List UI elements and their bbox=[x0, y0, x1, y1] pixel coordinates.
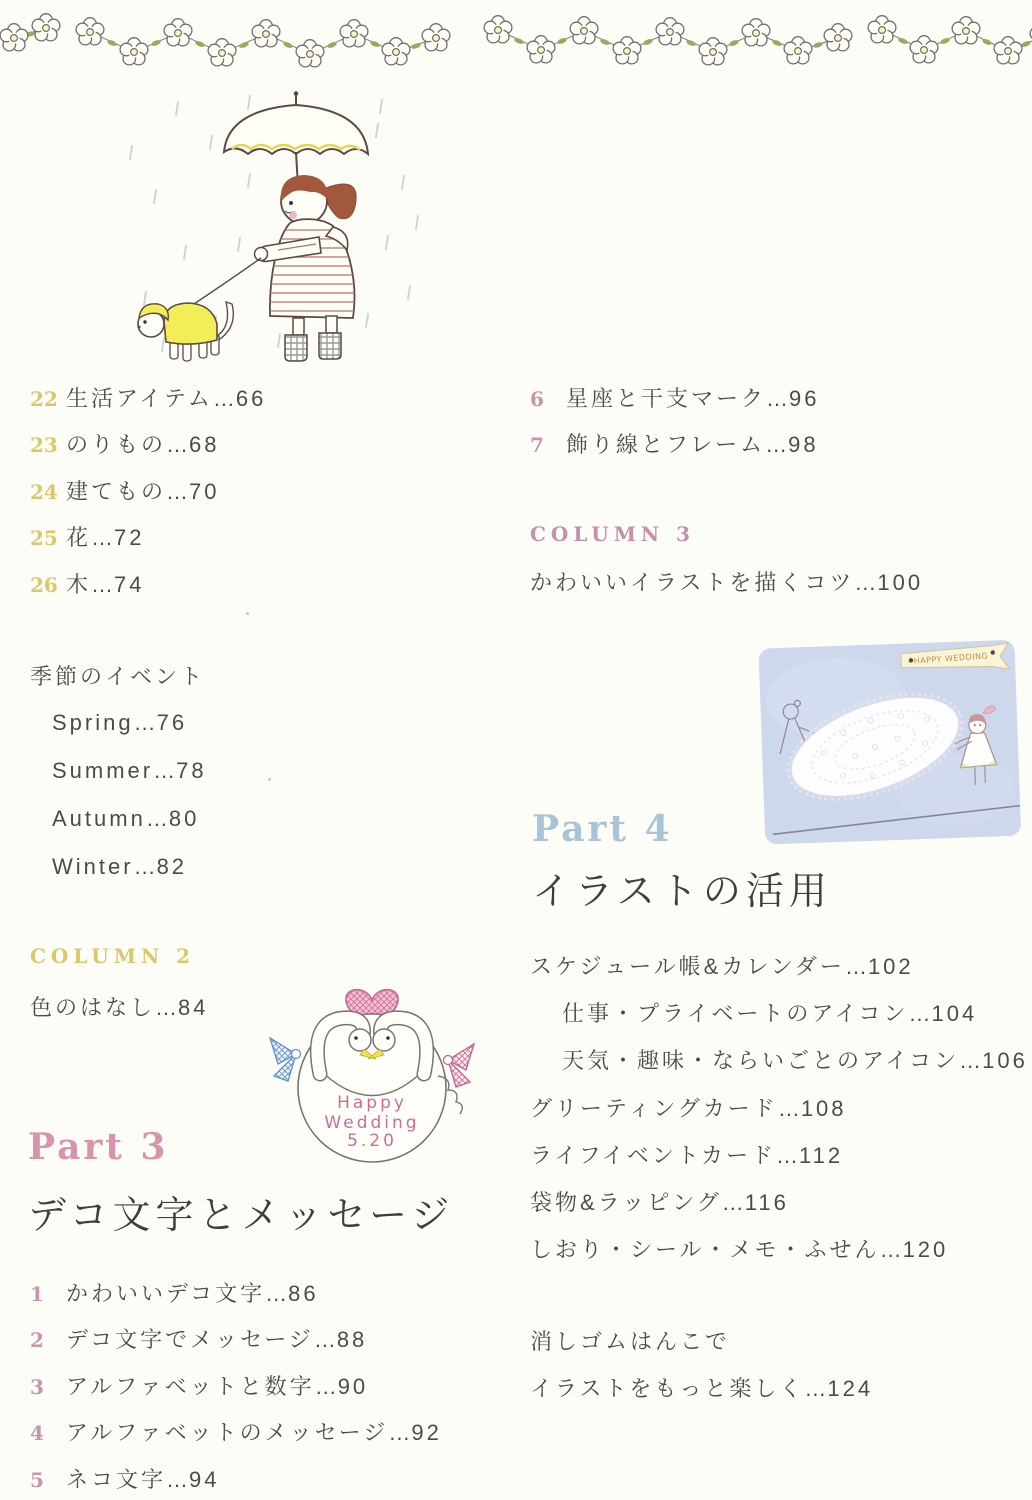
entry-page: 74 bbox=[114, 572, 145, 597]
toc-entry-25 bbox=[30, 521, 145, 552]
entry-label: 花 bbox=[66, 525, 92, 550]
entry-page: 82 bbox=[156, 854, 188, 879]
entry-label: Autumn bbox=[52, 806, 146, 831]
entry-label: のりもの bbox=[66, 432, 167, 457]
entry-label: イラストをもっと楽しく bbox=[530, 1376, 805, 1401]
entry-label: 木 bbox=[66, 572, 92, 597]
entry-page: 106 bbox=[982, 1048, 1028, 1073]
toc-entry-23 bbox=[30, 428, 220, 459]
entry-number: 4 bbox=[30, 1421, 44, 1445]
entry-page: 116 bbox=[744, 1190, 789, 1215]
entry-page: 112 bbox=[799, 1143, 844, 1168]
leader-dots: … bbox=[804, 1376, 828, 1401]
checkered-boot bbox=[319, 333, 341, 359]
leader-dots: … bbox=[766, 386, 790, 411]
entry-page: 92 bbox=[411, 1420, 442, 1445]
leader-dots: … bbox=[959, 1048, 983, 1073]
toc-entry-p3-4 bbox=[30, 1416, 442, 1447]
entry-page: 120 bbox=[902, 1237, 949, 1262]
toc-entry-6 bbox=[530, 382, 820, 413]
toc-entry-24 bbox=[30, 475, 220, 506]
leader-dots: … bbox=[166, 479, 190, 504]
column3-kicker: COLUMN 3 bbox=[530, 522, 696, 546]
entry-page: 88 bbox=[336, 1327, 368, 1352]
entry-page: 80 bbox=[168, 806, 200, 831]
entry-number: 2 bbox=[30, 1328, 44, 1352]
entry-page: 86 bbox=[288, 1281, 319, 1306]
entry-label: アルファベットのメッセージ bbox=[66, 1420, 389, 1445]
entry-number: 22 bbox=[30, 387, 58, 411]
entry-number: 5 bbox=[30, 1468, 44, 1492]
entry-label: Spring bbox=[52, 710, 134, 735]
entry-page: 124 bbox=[827, 1376, 874, 1401]
swan-wedding-illustration bbox=[252, 948, 492, 1166]
entry-number: 7 bbox=[530, 433, 544, 457]
part4-title: イラストの活用 bbox=[532, 871, 832, 913]
entry-label: グリーティングカード bbox=[530, 1096, 778, 1121]
toc-entry-7 bbox=[530, 428, 819, 459]
entry-label: 天気・趣味・ならいごとのアイコン bbox=[562, 1048, 960, 1073]
entry-label: デコ文字でメッセージ bbox=[66, 1327, 314, 1352]
entry-label: 星座と干支マーク bbox=[566, 386, 767, 411]
entry-label: 生活アイテム bbox=[66, 386, 213, 411]
wedding-text-line3: 5.20 bbox=[347, 1131, 397, 1151]
closing-line2 bbox=[530, 1372, 873, 1403]
toc-entry-p3-1 bbox=[30, 1277, 319, 1308]
entry-page: 90 bbox=[337, 1374, 369, 1399]
entry-page: 76 bbox=[156, 710, 188, 735]
banner-text: HAPPY WEDDING bbox=[913, 651, 989, 666]
entry-page: 70 bbox=[189, 479, 220, 504]
entry-label: Winter bbox=[52, 854, 134, 879]
entry-number: 3 bbox=[30, 1375, 44, 1399]
part4-kicker: Part 4 bbox=[532, 808, 673, 850]
toc-entry-p4-work-icons bbox=[562, 997, 977, 1028]
leader-dots: … bbox=[265, 1281, 289, 1306]
seasons-title: 季節のイベント bbox=[30, 664, 206, 689]
entry-page: 100 bbox=[877, 570, 924, 595]
leader-dots: … bbox=[854, 570, 878, 595]
entry-page: 84 bbox=[178, 995, 209, 1020]
blue-bow bbox=[270, 1038, 301, 1081]
toc-entry-26 bbox=[30, 568, 145, 599]
rain-walk-illustration bbox=[120, 88, 425, 378]
checkered-boot bbox=[285, 335, 307, 361]
entry-number: 25 bbox=[30, 526, 58, 550]
leader-dots: … bbox=[908, 1001, 932, 1026]
leader-dots: … bbox=[879, 1237, 903, 1262]
toc-entry-p4-greeting-card bbox=[530, 1092, 847, 1123]
leader-dots: … bbox=[313, 1327, 337, 1352]
entry-page: 98 bbox=[788, 432, 819, 457]
entry-number: 26 bbox=[30, 573, 58, 597]
toc-entry-p3-3 bbox=[30, 1370, 368, 1401]
entry-label: スケジュール帳&カレンダー bbox=[530, 954, 845, 979]
entry-page: 94 bbox=[189, 1467, 220, 1492]
girl-figure bbox=[255, 175, 366, 361]
leader-dots: … bbox=[91, 572, 115, 597]
leader-dots: … bbox=[388, 1420, 412, 1445]
entry-label: 色のはなし bbox=[30, 995, 156, 1020]
entry-label: 仕事・プライベートのアイコン bbox=[562, 1001, 909, 1026]
leader-dots: … bbox=[153, 758, 177, 783]
entry-page: 108 bbox=[800, 1096, 847, 1121]
entry-number: 1 bbox=[30, 1282, 44, 1306]
leader-dots: … bbox=[133, 710, 157, 735]
entry-label: かわいいイラストを描くコツ bbox=[530, 570, 855, 595]
leader-dots: … bbox=[133, 854, 157, 879]
column2-kicker: COLUMN 2 bbox=[30, 944, 196, 968]
toc-entry-22 bbox=[30, 382, 266, 413]
season-entry-winter bbox=[52, 854, 187, 880]
entry-label: アルファベットと数字 bbox=[66, 1374, 315, 1399]
season-entry-summer bbox=[52, 758, 207, 784]
entry-number: 24 bbox=[30, 480, 58, 504]
scan-speck bbox=[268, 778, 271, 781]
entry-label: Summer bbox=[52, 758, 154, 783]
toc-entry-p3-5 bbox=[30, 1463, 220, 1494]
column2-entry bbox=[30, 991, 209, 1022]
entry-page: 72 bbox=[114, 525, 145, 550]
entry-page: 104 bbox=[931, 1001, 978, 1026]
entry-page: 78 bbox=[176, 758, 207, 783]
wedding-text-line1: Happy bbox=[337, 1093, 407, 1113]
column3-entry bbox=[530, 566, 923, 597]
entry-page: 102 bbox=[867, 954, 914, 979]
toc-entry-p4-bookmark bbox=[530, 1233, 948, 1264]
season-entry-autumn bbox=[52, 806, 199, 832]
leader-dots: … bbox=[721, 1190, 745, 1215]
leader-dots: … bbox=[777, 1096, 801, 1121]
leader-dots: … bbox=[155, 995, 179, 1020]
entry-page: 66 bbox=[235, 386, 267, 411]
entry-label: ネコ文字 bbox=[66, 1467, 167, 1492]
toc-entry-p4-wrapping bbox=[530, 1186, 789, 1217]
entry-number: 23 bbox=[30, 433, 58, 457]
toc-entry-p4-life-event-card bbox=[530, 1139, 843, 1170]
leader-dots: … bbox=[844, 954, 868, 979]
entry-label: 袋物&ラッピング bbox=[530, 1190, 722, 1215]
part3-title: デコ文字とメッセージ bbox=[28, 1195, 455, 1237]
leader-dots: … bbox=[145, 806, 169, 831]
entry-label: しおり・シール・メモ・ふせん bbox=[530, 1237, 880, 1262]
season-entry-spring bbox=[52, 710, 187, 736]
entry-number: 6 bbox=[530, 387, 544, 411]
scan-speck bbox=[246, 612, 249, 615]
toc-entry-p4-weather-icons bbox=[562, 1044, 1028, 1075]
leader-dots: … bbox=[776, 1143, 800, 1168]
part3-kicker: Part 3 bbox=[28, 1126, 169, 1168]
entry-label: ライフイベントカード bbox=[530, 1143, 777, 1168]
leader-dots: … bbox=[166, 1467, 190, 1492]
toc-entry-p4-schedule bbox=[530, 950, 914, 981]
wedding-card-illustration bbox=[756, 634, 1032, 860]
leader-dots: … bbox=[91, 525, 115, 550]
toc-entry-p3-2 bbox=[30, 1323, 367, 1354]
entry-page: 68 bbox=[189, 432, 220, 457]
closing-line1: 消しゴムはんこで bbox=[530, 1329, 731, 1354]
leader-dots: … bbox=[314, 1374, 338, 1399]
entry-label: 飾り線とフレーム bbox=[566, 432, 766, 457]
wedding-text-line2: Wedding bbox=[324, 1113, 420, 1133]
leader-dots: … bbox=[166, 432, 190, 457]
entry-label: かわいいデコ文字 bbox=[66, 1281, 266, 1306]
flower-garland-border bbox=[0, 0, 1032, 82]
entry-page: 96 bbox=[789, 386, 820, 411]
leader-dots: … bbox=[765, 432, 789, 457]
leader-dots: … bbox=[212, 386, 236, 411]
dog-figure bbox=[138, 302, 234, 361]
entry-label: 建てもの bbox=[66, 479, 167, 504]
